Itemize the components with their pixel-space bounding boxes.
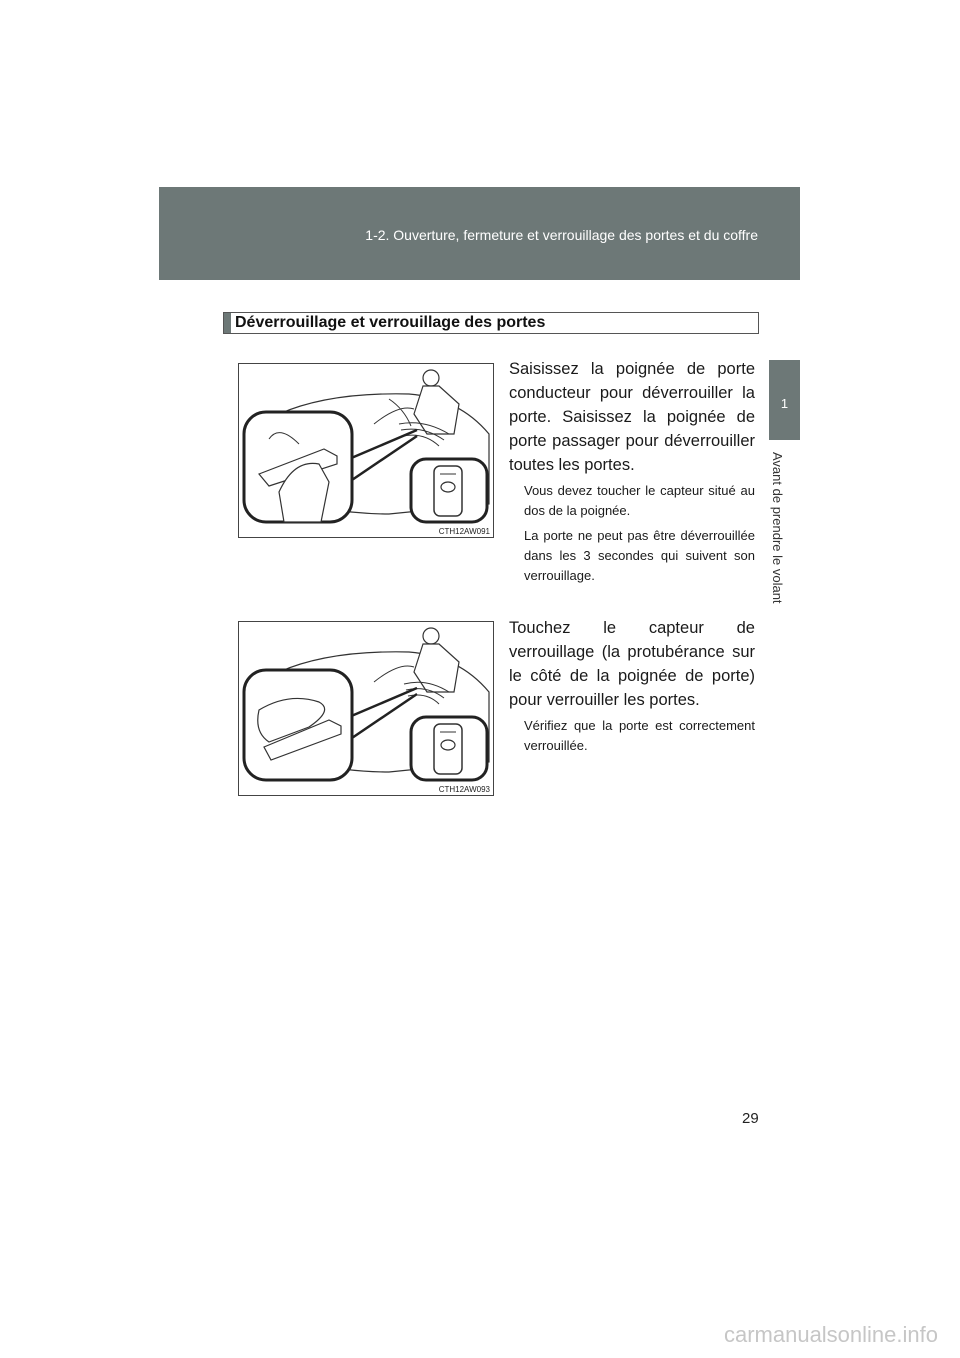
section-title-text: Déverrouillage et verrouillage des portes: [235, 314, 546, 331]
chapter-tab-number: 1: [780, 396, 789, 411]
lock-instructions: Touchez le capteur de verrouillage (la protubérance sur le côté de la poignée de porte) pour verrouiller les portes.: [509, 619, 755, 709]
unlock-note: La porte ne peut pas être déverrouillée dans les 3 secondes qui suivent son verrouillage.: [524, 528, 755, 583]
page-number: 29: [742, 1110, 759, 1127]
watermark: carmanualsonline.info: [723, 1322, 938, 1347]
section-title: [223, 312, 759, 334]
unlock-instructions: Saisissez la poignée de porte conducteur pour déverrouiller la porte. Saisissez la poignée de porte passager pour déverrouiller toutes les portes.: [509, 360, 755, 474]
figure-lock: [238, 621, 494, 796]
chapter-tab-label: Avant de prendre le volant: [770, 452, 785, 604]
figure-unlock: [238, 363, 494, 538]
chapter-title: 1-2. Ouverture, fermeture et verrouillage des portes et du coffre: [365, 227, 758, 243]
figure-code: CTH12AW093: [438, 785, 490, 794]
unlock-illustration: [239, 364, 493, 537]
lock-illustration: [239, 622, 493, 795]
lock-note: Vérifiez que la porte est correctement verrouillée.: [524, 718, 755, 753]
section-title-bar: [224, 313, 231, 333]
figure-code: CTH12AW091: [438, 527, 490, 536]
chapter-tab[interactable]: [769, 360, 800, 440]
unlock-note: Vous devez toucher le capteur situé au dos de la poignée.: [524, 483, 755, 518]
chapter-header: [159, 187, 800, 280]
